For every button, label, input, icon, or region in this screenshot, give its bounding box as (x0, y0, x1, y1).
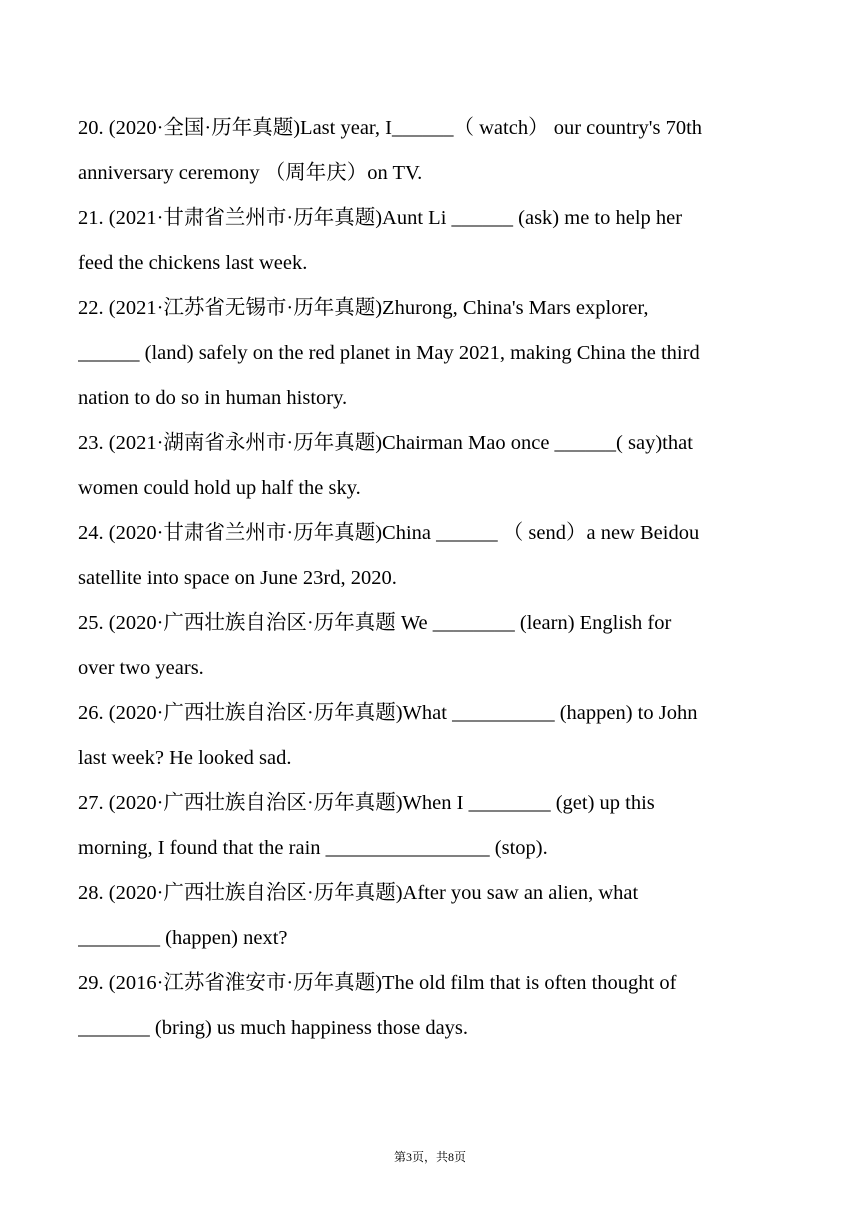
question-item (78, 196, 790, 286)
question-text-line: ________ (happen) next? (78, 927, 288, 949)
question-text-line: 23. (2021·湖南省永州市·历年真题)Chairman Mao once ______( say)that (78, 432, 693, 454)
question-text-line: 21. (2021·甘肃省兰州市·历年真题)Aunt Li ______ (ask) me to help her (78, 207, 683, 229)
question-item (78, 691, 790, 781)
question-text-line: 22. (2021·江苏省无锡市·历年真题)Zhurong, China's Mars explorer, (78, 297, 649, 319)
question-text-line: last week? He looked sad. (78, 747, 292, 769)
question-item (78, 421, 790, 511)
question-text-line: satellite into space on June 23rd, 2020. (78, 567, 397, 589)
question-item (78, 601, 790, 691)
question-item (78, 286, 790, 421)
question-text-line: 29. (2016·江苏省淮安市·历年真题)The old film that is often thought of (78, 972, 677, 994)
question-text-line: anniversary ceremony （周年庆）on TV. (78, 162, 423, 184)
page-footer: 第3页，共8页 (393, 1150, 466, 1164)
question-text-line: morning, I found that the rain ________________ (stop). (78, 837, 548, 859)
question-text-line: 26. (2020·广西壮族自治区·历年真题)What __________ (happen) to John (78, 702, 698, 724)
question-text-line: 27. (2020·广西壮族自治区·历年真题)When I ________ (get) up this (78, 792, 655, 814)
question-text-line: 25. (2020·广西壮族自治区·历年真题 We ________ (learn) English for (78, 612, 672, 634)
question-item (78, 871, 790, 961)
question-text-line: women could hold up half the sky. (78, 477, 361, 499)
question-text-line: 28. (2020·广西壮族自治区·历年真题)After you saw an alien, what (78, 882, 639, 904)
question-text-line: _______ (bring) us much happiness those days. (78, 1017, 469, 1039)
question-text-line: 20. (2020·全国·历年真题)Last year, I______（ watch） our country's 70th (78, 117, 703, 139)
question-list (78, 106, 790, 1051)
question-text-line: feed the chickens last week. (78, 252, 308, 274)
question-text-line: ______ (land) safely on the red planet in May 2021, making China the third (78, 342, 700, 364)
question-item (78, 511, 790, 601)
question-item (78, 781, 790, 871)
question-item (78, 961, 790, 1051)
question-text-line: nation to do so in human history. (78, 387, 348, 409)
question-text-line: over two years. (78, 657, 204, 679)
question-text-line: 24. (2020·甘肃省兰州市·历年真题)China ______ （ send）a new Beidou (78, 522, 700, 544)
question-item (78, 106, 790, 196)
